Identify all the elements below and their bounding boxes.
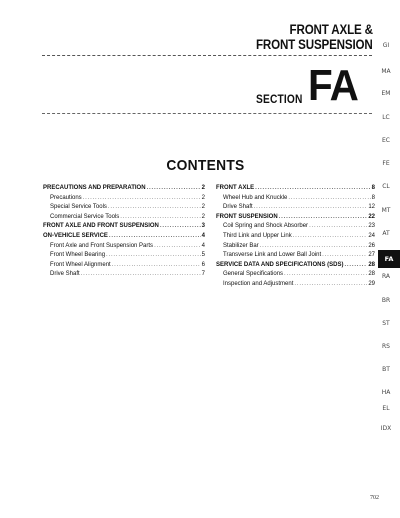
section-tab-at[interactable]: AT [382,230,390,237]
toc-leader-dots [309,222,367,232]
toc-entry-label: Drive Shaft [50,271,80,278]
toc-leader-dots [112,261,201,271]
toc-entry-page: 28 [368,271,375,278]
toc-entry-page: 5 [201,252,205,259]
toc-entry-page: 2 [201,204,205,211]
toc-entry-page: 2 [201,213,205,220]
toc-entry[interactable] [216,184,375,194]
toc-entry[interactable] [43,222,205,232]
toc-entry-page: 3 [201,223,205,230]
section-tab-mt[interactable]: MT [381,207,391,214]
toc-leader-dots [106,251,201,261]
toc-entry-label: FRONT AXLE AND FRONT SUSPENSION [43,223,159,230]
toc-entry-page: 6 [201,261,205,268]
toc-leader-dots [294,280,367,290]
toc-entry[interactable] [43,242,205,252]
toc-entry[interactable] [216,203,375,213]
toc-entry-label: Third Link and Upper Link [223,232,292,239]
toc-entry[interactable] [216,232,375,242]
toc-entry[interactable] [216,222,375,232]
toc-leader-dots [288,194,370,204]
toc-entry-page: 28 [368,261,375,268]
toc-leader-dots [284,270,367,280]
title-line-1: FRONT AXLE & [289,22,373,37]
section-tab-idx[interactable]: IDX [380,425,392,432]
title-line-2: FRONT SUSPENSION [256,37,373,52]
toc-leader-dots [108,203,201,213]
header-rule-bottom [42,113,372,114]
toc-leader-dots [81,270,201,280]
toc-entry-page: 4 [201,232,205,239]
section-tab-ma[interactable]: MA [381,68,391,75]
section-tab-fa[interactable]: FA [378,250,400,268]
toc-leader-dots [160,222,201,232]
toc-entry[interactable] [216,194,375,204]
toc-entry-label: Front Axle and Front Suspension Parts [50,242,154,249]
toc-entry[interactable] [43,213,205,223]
toc-entry[interactable] [216,213,375,223]
toc-leader-dots [154,242,201,252]
toc-entry[interactable] [43,270,205,280]
toc-entry-page: 12 [368,204,375,211]
toc-leader-dots [260,242,368,252]
toc-leader-dots [344,261,367,271]
toc-entry-page: 4 [201,242,205,249]
section-tab-cl[interactable]: CL [382,183,390,190]
section-label: SECTION [256,92,303,106]
toc-leader-dots [83,194,201,204]
toc-leader-dots [120,213,200,223]
toc-entry-page: 2 [201,185,205,191]
toc-entry-label: Transverse Link and Lower Ball Joint [223,252,322,259]
toc-leader-dots [109,232,201,242]
section-tab-em[interactable]: EM [381,90,391,97]
toc-entry[interactable] [43,203,205,213]
section-tab-ra[interactable]: RA [381,273,391,280]
toc-leader-dots [293,232,368,242]
toc-right-column [216,184,375,290]
contents-heading-text: CONTENTS [165,157,245,174]
contents-heading [0,157,400,174]
section-tab-rs[interactable]: RS [382,343,390,350]
section-tab-lc[interactable]: LC [382,114,390,121]
toc-entry[interactable] [216,270,375,280]
toc-entry-label: Precautions [50,194,82,201]
section-code: FA [308,61,358,110]
toc-entry[interactable] [216,251,375,261]
toc-entry[interactable] [216,280,375,290]
toc-entry-page: 8 [371,185,375,191]
header-rule-top [42,55,372,56]
toc-entry-label: General Specifications [223,271,284,278]
toc-entry[interactable] [216,261,375,271]
toc-entry-page: 2 [201,194,205,201]
toc-entry-page: 24 [368,232,375,239]
toc-entry-label: FRONT SUSPENSION [216,213,278,220]
section-tab-gi[interactable]: GI [382,42,390,49]
toc-entry-label: ON-VEHICLE SERVICE [43,232,108,239]
toc-entry-label: SERVICE DATA AND SPECIFICATIONS (SDS) [216,261,344,268]
toc-entry-label: Drive Shaft [223,204,253,211]
toc-entry-page: 22 [368,213,375,220]
toc-entry[interactable] [43,261,205,271]
toc-entry[interactable] [43,232,205,242]
toc-leader-dots [254,203,368,213]
section-tab-bt[interactable]: BT [382,366,390,373]
section-tab-st[interactable]: ST [382,320,390,327]
toc-entry-page: 26 [368,242,375,249]
section-tab-br[interactable]: BR [381,297,391,304]
toc-entry-label: PRECAUTIONS AND PREPARATION [43,185,146,191]
section-tab-ha[interactable]: HA [381,389,391,396]
toc-entry-label: FRONT AXLE [216,185,255,191]
toc-entry-page: 23 [368,223,375,230]
toc-entry-label: Front Wheel Bearing [50,252,106,259]
toc-leader-dots [255,184,371,194]
toc-entry-label: Commercial Service Tools [50,213,120,220]
section-tab-el[interactable]: EL [382,405,390,412]
toc-entry-label: Wheel Hub and Knuckle [223,194,288,201]
toc-entry-label: Inspection and Adjustment [223,280,294,287]
toc-entry[interactable] [43,251,205,261]
section-tab-ec[interactable]: EC [382,137,390,144]
toc-leader-dots [279,213,368,223]
section-tab-fe[interactable]: FE [382,160,390,167]
toc-entry-label: Coil Spring and Shock Absorber [223,223,309,230]
toc-entry[interactable] [43,194,205,204]
toc-entry-label: Front Wheel Alignment [50,261,111,268]
toc-leader-dots [147,184,201,194]
toc-entry[interactable] [216,242,375,252]
toc-entry[interactable] [43,184,205,194]
toc-entry-label: Special Service Tools [50,204,107,211]
toc-entry-page: 8 [371,194,375,201]
page-number: 702 [370,495,379,501]
toc-entry-page: 27 [368,252,375,259]
toc-leader-dots [322,251,367,261]
toc-entry-page: 29 [368,280,375,287]
toc-entry-label: Stabilizer Bar [223,242,259,249]
toc-left-column [43,184,205,280]
toc-entry-page: 7 [201,271,205,278]
